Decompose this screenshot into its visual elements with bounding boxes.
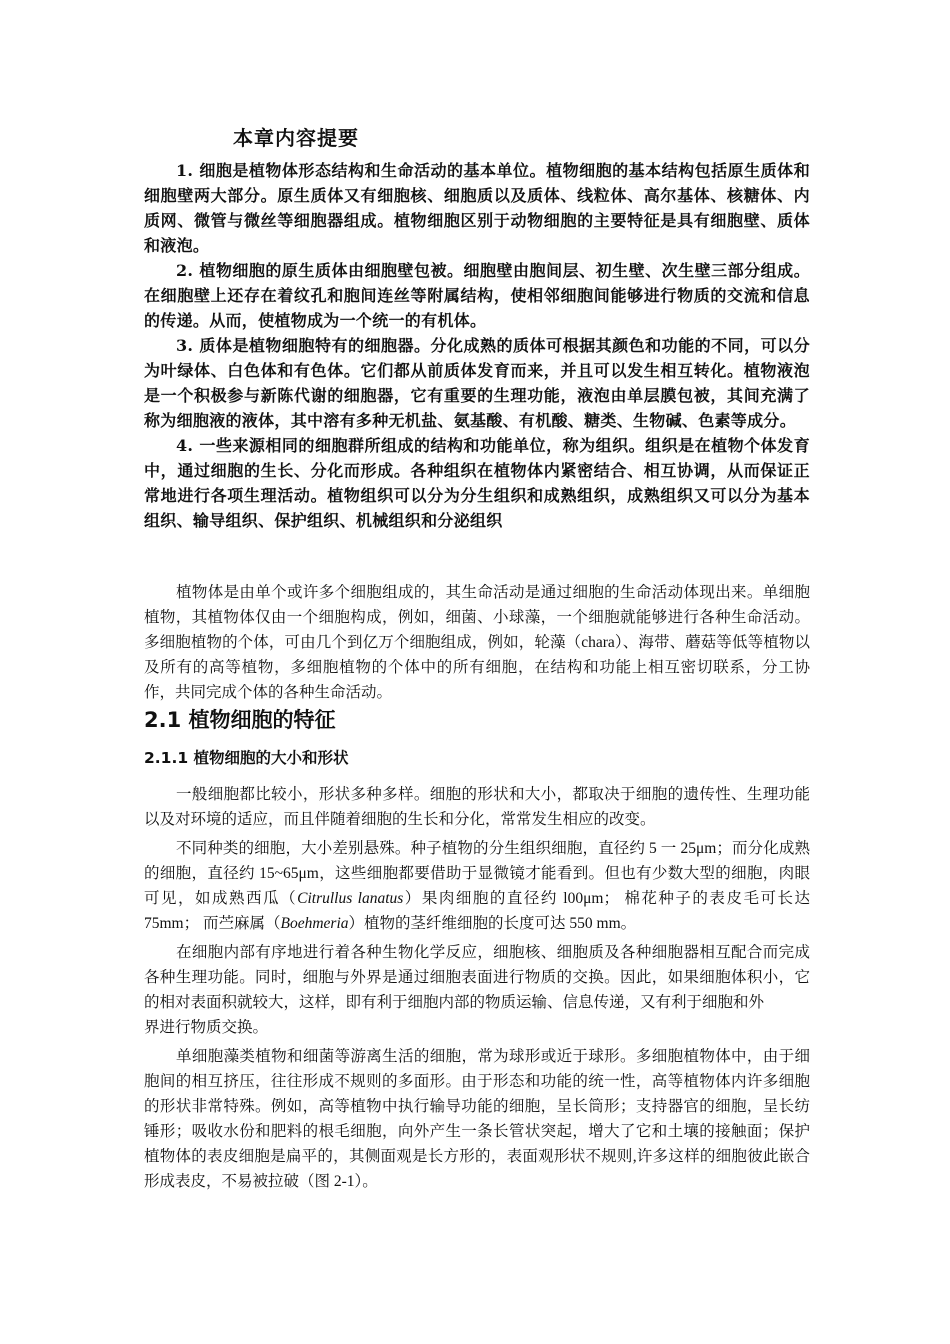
summary-point-2: 2. 植物细胞的原生质体由细胞壁包被。细胞壁由胞间层、初生壁、次生壁三部分组成。在细胞壁上还存在着纹孔和胞间连丝等附属结构，使相邻细胞间能够进行物质的交流和信息的传递。从而，使植物成为一个统一的有机体。 <box>144 261 810 330</box>
summary-point-3: 3. 质体是植物细胞特有的细胞器。分化成熟的质体可根据其颜色和功能的不同，可以分为叶绿体、白色体和有色体。它们都从前质体发育而来，并且可以发生相互转化。植物液泡是一个积极参与新陈代谢的细胞器，它有重要的生理功能，液泡由单层膜包被，其间充满了称为细胞液的液体，其中溶有多种无机盐、氨基酸、有机酸、糖类、生物碱、色素等成分。 <box>144 336 810 430</box>
paragraph-cell-shape: 一般细胞都比较小，形状多种多样。细胞的形状和大小，都取决于细胞的遗传性、生理功能以及对环境的适应，而且伴随着细胞的生长和分化，常常发生相应的改变。 <box>144 786 810 828</box>
paragraph-surface-area-continued: 界进行物质交换。 <box>144 1019 269 1036</box>
summary-point-1: 1. 细胞是植物体形态结构和生命活动的基本单位。植物细胞的基本结构包括原生质体和细胞壁两大部分。原生质体又有细胞核、细胞质以及质体、线粒体、高尔基体、核糖体、内质网、微管与微丝等细胞器组成。植物细胞区别于动物细胞的主要特征是具有细胞壁、质体和液泡。 <box>144 161 810 255</box>
cell-size-text-c: ）植物的茎纤维细胞的长度可达 550 mm。 <box>348 915 637 932</box>
section-heading: 2.1 植物细胞的特征 <box>144 708 336 732</box>
summary-point-4: 4. 一些来源相同的细胞群所组成的结构和功能单位，称为组织。组织是在植物个体发育中，通过细胞的生长、分化而形成。各种组织在植物体内紧密结合、相互协调，从而保证正常地进行各项生理活动。植物组织可以分为分生组织和成熟组织，成熟组织又可以分为基本组织、输导组织、保护组织、机械组织和分泌组织 <box>144 436 810 530</box>
species-citrullus: Citrullus lanatus <box>297 890 404 907</box>
subsection-heading: 2.1.1 植物细胞的大小和形状 <box>144 749 349 767</box>
section-body <box>144 782 810 1194</box>
summary-title: 本章内容提要 <box>233 126 359 150</box>
paragraph-cell-forms: 单细胞藻类植物和细菌等游离生活的细胞，常为球形或近于球形。多细胞植物体中，由于细胞间的相互挤压，往往形成不规则的多面形。由于形态和功能的统一性，高等植物体内许多细胞的形状非常特殊。例如，高等植物中执行输导功能的细胞，呈长筒形；支持器官的细胞，呈长纺锤形；吸收水份和肥料的根毛细胞，向外产生一条长管状突起，增大了它和土壤的接触面；保护植物体的表皮细胞是扁平的，其侧面观是长方形的，表面观形状不规则,许多这样的细胞彼此嵌合形成表皮，不易被拉破（图 2-1）。 <box>144 1048 810 1190</box>
intro-section <box>144 580 810 705</box>
intro-paragraph: 植物体是由单个或许多个细胞组成的，其生命活动是通过细胞的生命活动体现出来。单细胞植物，其植物体仅由一个细胞构成，例如，细菌、小球藻，一个细胞就能够进行各种生命活动。多细胞植物的个体，可由几个到亿万个细胞组成，例如，轮藻（chara）、海带、蘑菇等低等植物以及所有的高等植物，多细胞植物的个体中的所有细胞，在结构和功能上相互密切联系，分工协作，共同完成个体的各种生命活动。 <box>144 584 810 701</box>
cell-size-text-a: 不同种类的细胞，大小差别悬殊。种子植物的分生组织细胞，直径约 5 一 25μm；而分化成熟的细胞，直径约 15~65μm，这些细胞都要借助于显微镜才能看到。但也有少数大型的细胞，肉眼可见，如成熟西瓜（ <box>144 840 810 907</box>
chapter-summary <box>144 158 810 533</box>
paragraph-cell-size <box>144 836 810 936</box>
paragraph-surface-area: 在细胞内部有序地进行着各种生物化学反应，细胞核、细胞质及各种细胞器相互配合而完成各种生理功能。同时，细胞与外界是通过细胞表面进行物质的交换。因此，如果细胞体积小，它的相对表面积就较大，这样，即有利于细胞内部的物质运输、信息传递，又有利于细胞和外 <box>144 944 810 1011</box>
genus-boehmeria: Boehmeria <box>280 915 349 932</box>
cell-size-text-b: ）果肉细胞的直径约 l00μm； 棉花种子的表皮毛可长达 75mm； 而苎麻属（ <box>144 890 810 932</box>
